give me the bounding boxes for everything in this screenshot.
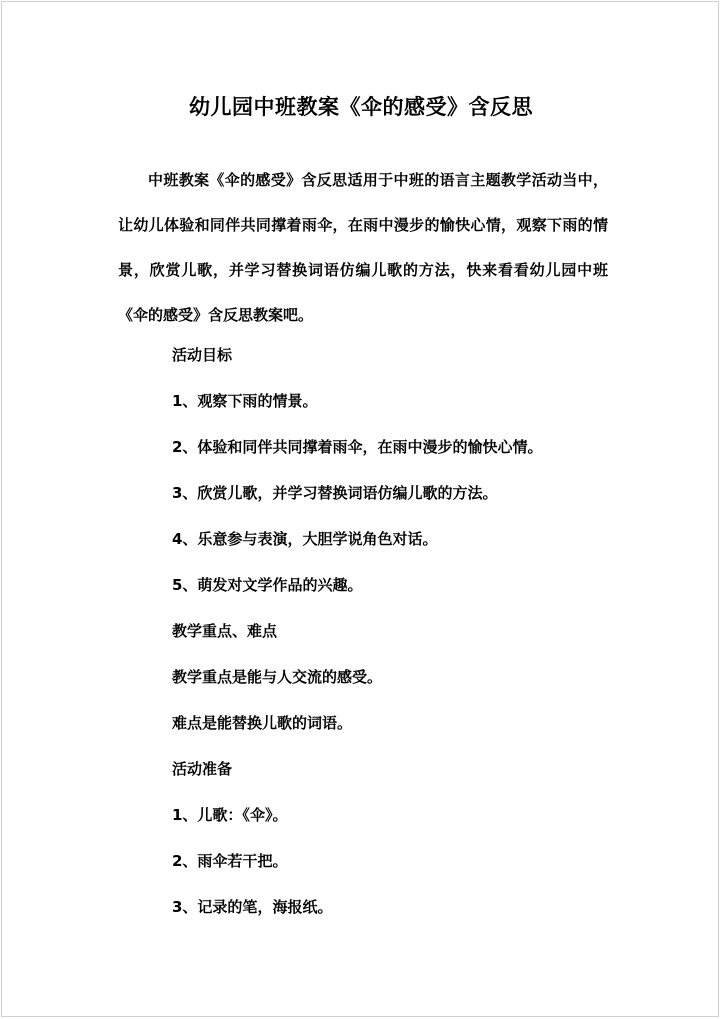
preparation-item-1: 1、儿歌：《伞》。 (172, 806, 288, 824)
goal-item-1: 1、观察下雨的情景。 (172, 392, 318, 410)
intro-paragraph: 中班教案《伞的感受》含反思适用于中班的语言主题教学活动当中，让幼儿体验和同伴共同撑着雨伞，在雨中漫步的愉快心情，观察下雨的情景，欣赏儿歌，并学习替换词语仿编儿歌的方法，快来看看幼儿园中班《伞的感受》含反思教案吧。 (118, 171, 608, 324)
preparation-item-2: 2、雨伞若干把。 (172, 852, 288, 870)
heading-key-points: 教学重点、难点 (172, 622, 278, 640)
key-point-text: 教学重点是能与人交流的感受。 (172, 668, 383, 686)
goal-item-2: 2、体验和同伴共同撑着雨伞，在雨中漫步的愉快心情。 (172, 438, 543, 456)
goal-item-5: 5、萌发对文学作品的兴趣。 (172, 576, 363, 594)
preparation-item-3: 3、记录的笔，海报纸。 (172, 898, 333, 916)
document-page (1, 1, 719, 1017)
heading-activity-goals: 活动目标 (172, 346, 233, 364)
difficulty-text: 难点是能替换儿歌的词语。 (172, 714, 353, 732)
heading-preparation: 活动准备 (172, 760, 233, 778)
goal-item-4: 4、乐意参与表演，大胆学说角色对话。 (172, 530, 438, 548)
document-title: 幼儿园中班教案《伞的感受》含反思 (189, 95, 533, 119)
goal-item-3: 3、欣赏儿歌，并学习替换词语仿编儿歌的方法。 (172, 484, 498, 502)
